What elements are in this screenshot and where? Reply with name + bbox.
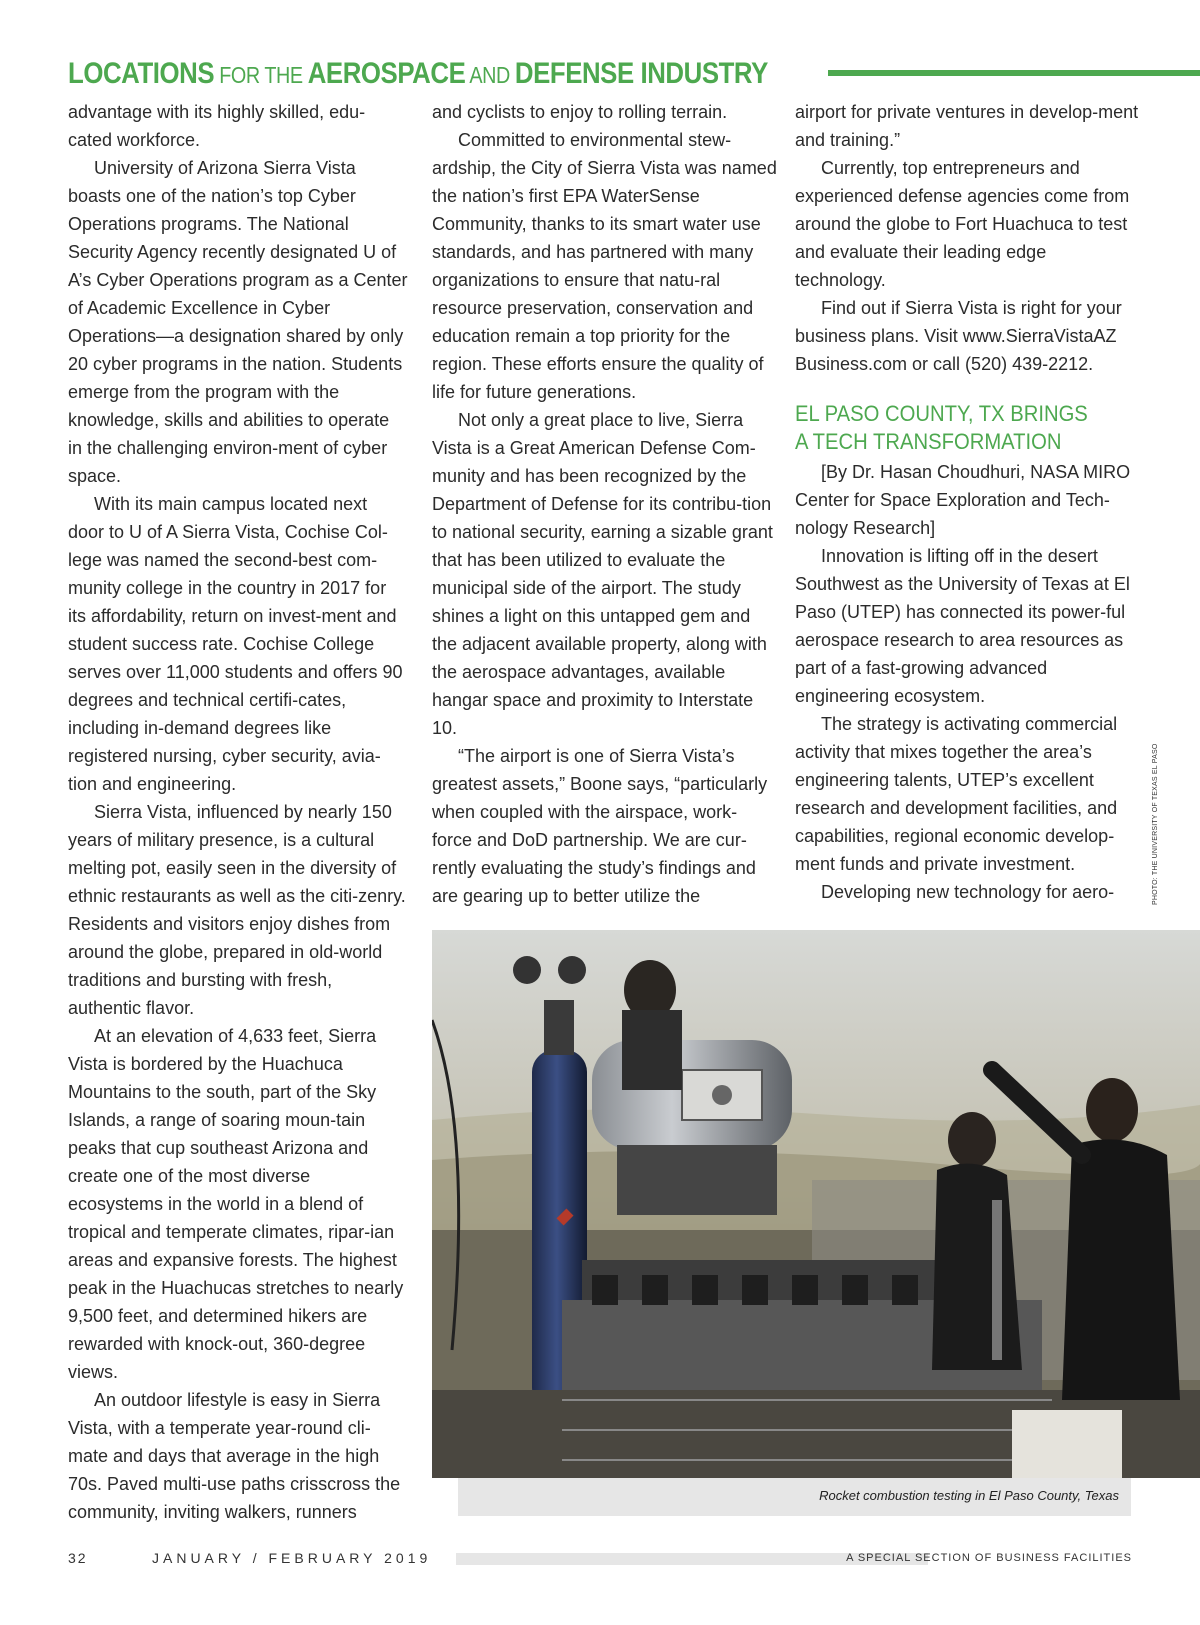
- article-paragraph: At an elevation of 4,633 feet, Sierra Vista is bordered by the Huachuca Mountains to the south, part of the Sky Islands, a range of soaring moun-tain peaks that cup southeast Arizona and create one of the most diverse ecosystems in the world in a blend of tropical and temperate climates, ripar-ian areas and expansive forests. The highest peak in the Huachucas stretches to nearly 9,500 feet, and determined hikers are rewarded with knock-out, 360-degree views.: [68, 1026, 404, 1382]
- article-paragraph: advantage with its highly skilled, edu-cated workforce.: [68, 102, 366, 150]
- page-number: 32: [68, 1550, 88, 1566]
- photo-caption: Rocket combustion testing in El Paso County, Texas: [819, 1488, 1119, 1503]
- article-paragraph: Committed to environmental stew-ardship, the City of Sierra Vista was named the nation’s first EPA WaterSense Community, thanks to its smart water use standards, and has partnered with many organizations to ensure that natu-ral resource preservation, conservation and education remain a top priority for the region. These efforts ensure the quality of life for future generations.: [432, 130, 777, 402]
- article-paragraph: and cyclists to enjoy to rolling terrain.: [432, 102, 728, 122]
- article-paragraph: The strategy is activating commercial activity that mixes together the area’s engineering talents, UTEP’s excellent research and development facilities, and capabilities, regional economic develop-ment funds and private investment.: [795, 714, 1118, 874]
- article-paragraph: Innovation is lifting off in the desert Southwest as the University of Texas at El Paso (UTEP) has connected its power-ful aerospace research to area resources as part of a fast-growing advanced engineering ecosystem.: [795, 546, 1130, 706]
- title-part: AND: [465, 61, 515, 88]
- title-part: FOR THE: [214, 61, 308, 88]
- title-part: LOCATIONS: [68, 56, 215, 90]
- title-part: AEROSPACE: [307, 56, 466, 90]
- article-paragraph: airport for private ventures in develop-ment and training.”: [795, 102, 1139, 150]
- title-part: DEFENSE INDUSTRY: [514, 56, 768, 90]
- el-paso-body: [795, 458, 1140, 906]
- rocket-test-photo: [432, 930, 1200, 1478]
- page-footer: [68, 1548, 1132, 1570]
- photo-credit: PHOTO: THE UNIVERSITY OF TEXAS EL PASO: [1152, 743, 1159, 905]
- section-title: [68, 56, 768, 93]
- issue-date: JANUARY / FEBRUARY 2019: [152, 1550, 432, 1566]
- article-column-1: [68, 98, 408, 1526]
- el-paso-heading-line-1: EL PASO COUNTY, TX BRINGS: [795, 401, 1088, 426]
- el-paso-heading-line-2: A TECH TRANSFORMATION: [795, 429, 1062, 454]
- article-paragraph: University of Arizona Sierra Vista boasts one of the nation’s top Cyber Operations programs. The National Security Agency recently designated U of A’s Cyber Operations program as a Center of Academic Excellence in Cyber Operations—a designation shared by only 20 cyber programs in the nation. Students emerge from the program with the knowledge, skills and abilities to operate in the challenging environ-ment of cyber space.: [68, 158, 408, 486]
- article-paragraph: [By Dr. Hasan Choudhuri, NASA MIRO Center for Space Exploration and Tech-nology Research]: [795, 462, 1131, 538]
- sierra-vista-conclusion: [795, 98, 1140, 378]
- article-paragraph: “The airport is one of Sierra Vista’s greatest assets,” Boone says, “particularly when coupled with the airspace, work-force and DoD partnership. We are cur-rently evaluating the study’s findings and are gearing up to better utilize the: [432, 746, 768, 906]
- page-header: [68, 54, 1200, 94]
- header-rule: [828, 70, 1200, 76]
- caption-bar: [458, 1478, 1131, 1516]
- article-paragraph: An outdoor lifestyle is easy in Sierra Vista, with a temperate year-round cli-mate and days that average in the high 70s. Paved multi-use paths crisscross the community, inviting walkers, runners: [68, 1390, 401, 1522]
- article-column-2: [432, 98, 777, 910]
- article-paragraph: Find out if Sierra Vista is right for your business plans. Visit www.SierraVistaAZ Business.com or call (520) 439-2212.: [795, 298, 1122, 374]
- publication-section: A SPECIAL SECTION OF BUSINESS FACILITIES: [846, 1552, 1132, 1564]
- el-paso-heading: [795, 400, 1145, 456]
- article-paragraph: Sierra Vista, influenced by nearly 150 years of military presence, is a cultural melting pot, easily seen in the diversity of ethnic restaurants as well as the citi-zenry. Residents and visitors enjoy dishes from around the globe, prepared in old-world traditions and bursting with fresh, authentic flavor.: [68, 802, 406, 1018]
- article-paragraph: Currently, top entrepreneurs and experienced defense agencies come from around the globe to Fort Huachuca to test and evaluate their leading edge technology.: [795, 158, 1130, 290]
- article-column-3: [795, 98, 1140, 906]
- article-paragraph: Developing new technology for aero-: [821, 882, 1115, 902]
- article-paragraph: Not only a great place to live, Sierra Vista is a Great American Defense Com-munity and has been recognized by the Department of Defense for its contribu-tion to national security, earning a sizable grant that has been utilized to evaluate the municipal side of the airport. The study shines a light on this untapped gem and the adjacent available property, along with the aerospace advantages, available hangar space and proximity to Interstate 10.: [432, 410, 773, 738]
- article-paragraph: With its main campus located next door to U of A Sierra Vista, Cochise Col-lege was named the second-best com-munity college in the country in 2017 for its affordability, return on invest-ment and student success rate. Cochise College serves over 11,000 students and offers 90 degrees and technical certifi-cates, including in-demand degrees like registered nursing, cyber security, avia-tion and engineering.: [68, 494, 403, 794]
